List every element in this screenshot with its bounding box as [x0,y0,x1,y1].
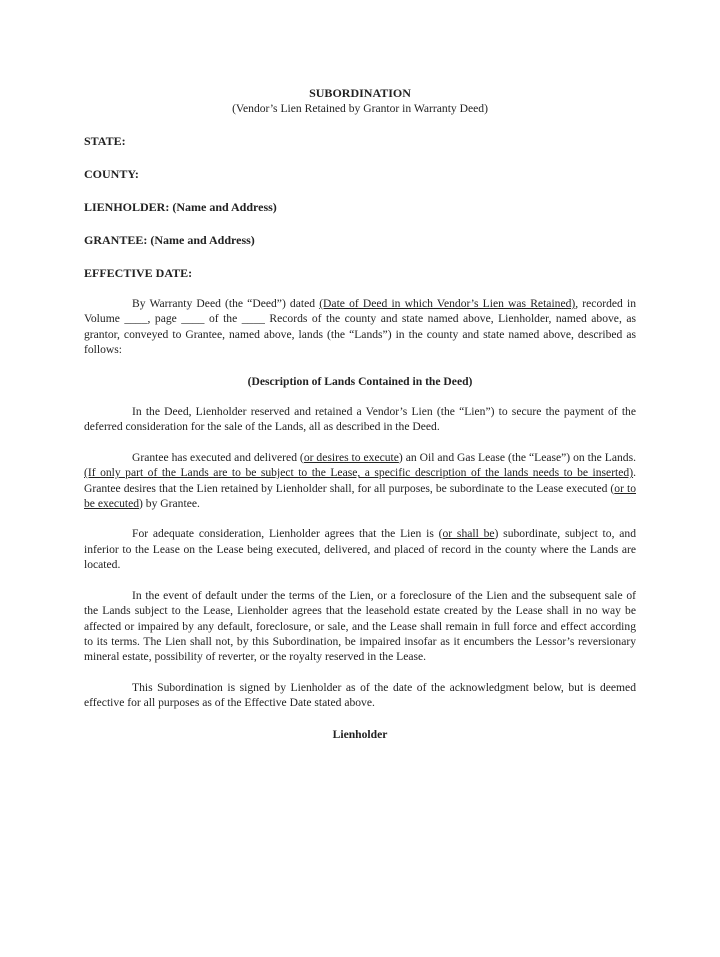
paragraph-default: In the event of default under the terms of the Lien, or a foreclosure of the Lien and the subsequent sale of the Lands subject to the Lease, Lienholder agrees that the leasehold estate created by the Lease shall in no way be affected or impaired by any default, foreclosure, or sale, and the Lease shall remain in full force and effect according to its terms. The Lien shall not, by this Subordination, be impaired insofar as it encumbers the Lessor’s reversionary mineral estate, possibility of reverter, or the royalty reserved in the Lease. [84,588,636,664]
text: Grantee has executed and delivered ( [132,450,304,464]
signature-heading: Lienholder [332,727,388,741]
paragraph-consideration [84,526,636,572]
text: ) by Grantee. [139,497,200,511]
field-state: STATE: [84,134,126,148]
text: ) subordinate, subject to, and inferior to the Lease on the Lease being executed, delivered, and placed of record in the county where the Lands are located. [84,527,636,572]
placeholder-description: (If only part of the Lands are to be subject to the Lease, a specific description of the lands needs to be inserted) [84,466,634,480]
document-subtitle: (Vendor’s Lien Retained by Grantor in Warranty Deed) [232,102,488,115]
document-page [84,86,636,742]
text: For adequate consideration, Lienholder agrees that the Lien is ( [132,527,443,541]
text: , recorded in Volume ____, page ____ of the ____ Records of the county and state named above, Lienholder, named above, as grantor, conveyed to Grantee, named above, lands (the “Lands”) in the county and state named above, described as follows: [84,297,637,357]
paragraph-signed: This Subordination is signed by Lienholder as of the date of the acknowledgment below, but is deemed effective for all purposes as of the Effective Date stated above. [84,680,636,710]
placeholder-desires: or desires to execute [303,450,399,464]
placeholder-to-be-executed: or to be executed [84,481,637,511]
text: ) an Oil and Gas Lease (the “Lease”) on the Lands. [398,450,636,464]
paragraph-deed [84,296,636,358]
document-title: SUBORDINATION [309,86,411,100]
placeholder-shall-be: or shall be [442,527,495,541]
placeholder-date-of-deed: (Date of Deed in which Vendor’s Lien was Retained) [319,297,576,310]
field-effective-date: EFFECTIVE DATE: [84,266,193,280]
lands-description-heading: (Description of Lands Contained in the Deed) [247,374,473,388]
field-lienholder: LIENHOLDER: (Name and Address) [84,200,277,214]
text: . Grantee desires that the Lien retained by Lienholder shall, for all purposes, be subordinate to the Lease executed ( [84,466,636,495]
field-grantee: GRANTEE: (Name and Address) [84,233,255,247]
paragraph-lease [84,450,636,512]
paragraph-lien: In the Deed, Lienholder reserved and retained a Vendor’s Lien (the “Lien”) to secure the payment of the deferred consideration for the sale of the Lands, all as described in the Deed. [84,405,636,434]
text: By Warranty Deed (the “Deed”) dated [132,297,320,310]
field-county: COUNTY: [84,167,139,181]
